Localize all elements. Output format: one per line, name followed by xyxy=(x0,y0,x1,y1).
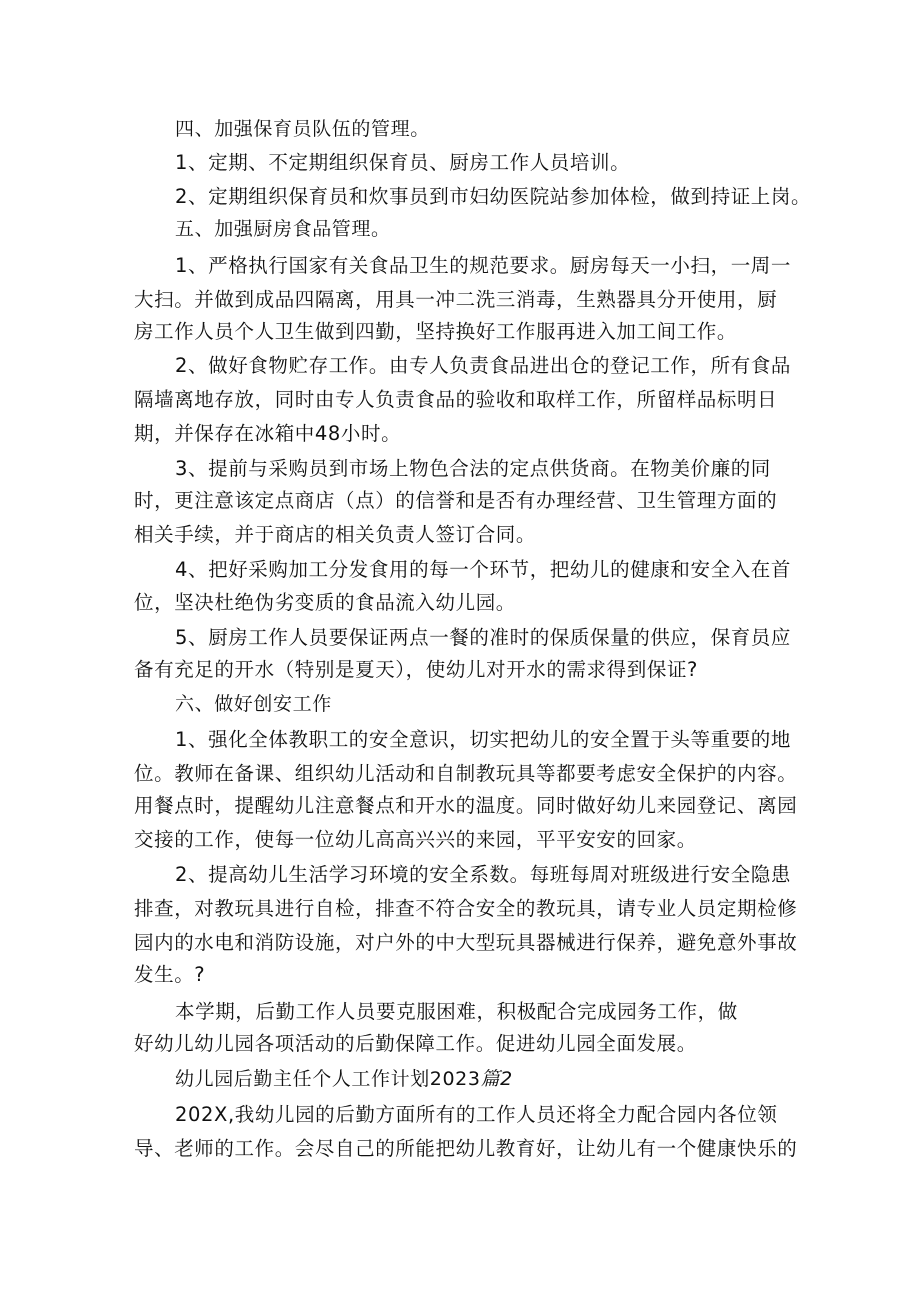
paragraph-line: 2、提高幼儿生活学习环境的安全系数。每班每周对班级进行安全隐患 xyxy=(175,863,792,886)
paragraph-line: 期，并保存在冰箱中48小时。 xyxy=(134,422,402,445)
paragraph-line: 1、严格执行国家有关食品卫生的规范要求。厨房每天一小扫，一周一 xyxy=(175,254,792,277)
paragraph-line: 本学期，后勤工作人员要克服困难，积极配合完成园务工作，做 xyxy=(175,1000,738,1023)
article-title xyxy=(175,1066,513,1092)
paragraph-line: 备有充足的开水（特别是夏天），使幼儿对开水的需求得到保证? xyxy=(134,658,698,681)
paragraph-line: 园内的水电和消防设施，对户外的中大型玩具器械进行保养，避免意外事故 xyxy=(134,931,798,954)
paragraph-line: 发生。? xyxy=(134,963,206,986)
section-heading-5: 五、加强厨房食品管理。 xyxy=(175,218,391,240)
paragraph-line: 202X,我幼儿园的后勤方面所有的工作人员还将全力配合园内各位领 xyxy=(175,1103,778,1126)
paragraph-line: 位，坚决杜绝伪劣变质的食品流入幼儿园。 xyxy=(134,591,516,614)
paragraph-line: 5、厨房工作人员要保证两点一餐的准时的保质保量的供应，保育员应 xyxy=(175,626,792,649)
section-heading-4: 四、加强保育员队伍的管理。 xyxy=(175,118,430,140)
article-title-text: 幼儿园后勤主任个人工作计划2023 xyxy=(175,1068,481,1090)
paragraph-line: 导、老师的工作。会尽自己的所能把幼儿教育好，让幼儿有一个健康快乐的 xyxy=(134,1137,798,1160)
article-title-part: 篇2 xyxy=(480,1068,513,1090)
paragraph-line: 1、定期、不定期组织保育员、厨房工作人员培训。 xyxy=(175,151,631,174)
paragraph-line: 3、提前与采购员到市场上物色合法的定点供货商。在物美价廉的同 xyxy=(175,457,771,480)
paragraph-line: 排查，对教玩具进行自检，排查不符合安全的教玩具，请专业人员定期检修 xyxy=(134,897,798,920)
paragraph-line: 房工作人员个人卫生做到四勤，坚持换好工作服再进入加工间工作。 xyxy=(134,320,738,343)
paragraph-line: 位。教师在备课、组织幼儿活动和自制教玩具等都要考虑安全保护的内容。 xyxy=(134,762,798,785)
paragraph-line: 用餐点时，提醒幼儿注意餐点和开水的温度。同时做好幼儿来园登记、离园 xyxy=(134,794,798,817)
paragraph-line: 1、强化全体教职工的安全意识，切实把幼儿的安全置于头等重要的地 xyxy=(175,728,792,751)
paragraph-line: 2、做好食物贮存工作。由专人负责食品进出仓的登记工作，所有食品 xyxy=(175,354,792,377)
paragraph-line: 大扫。并做到成品四隔离，用具一冲二洗三消毒，生熟器具分开使用，厨 xyxy=(134,288,778,311)
paragraph-line: 好幼儿幼儿园各项活动的后勤保障工作。促进幼儿园全面发展。 xyxy=(134,1032,697,1055)
paragraph-line: 4、把好采购加工分发食用的每一个环节，把幼儿的健康和安全入在首 xyxy=(175,558,792,581)
paragraph-line: 交接的工作，使每一位幼儿高高兴兴的来园，平平安安的回家。 xyxy=(134,828,697,851)
paragraph-line: 隔墙离地存放，同时由专人负责食品的验收和取样工作，所留样品标明日 xyxy=(134,388,778,411)
section-heading-6: 六、做好创安工作 xyxy=(175,693,332,715)
paragraph-line: 相关手续，并于商店的相关负责人签订合同。 xyxy=(134,523,537,546)
paragraph-line: 2、定期组织保育员和炊事员到市妇幼医院站参加体检，做到持证上岗。 xyxy=(175,185,812,208)
paragraph-line: 时，更注意该定点商店（点）的信誉和是否有办理经营、卫生管理方面的 xyxy=(134,489,778,512)
